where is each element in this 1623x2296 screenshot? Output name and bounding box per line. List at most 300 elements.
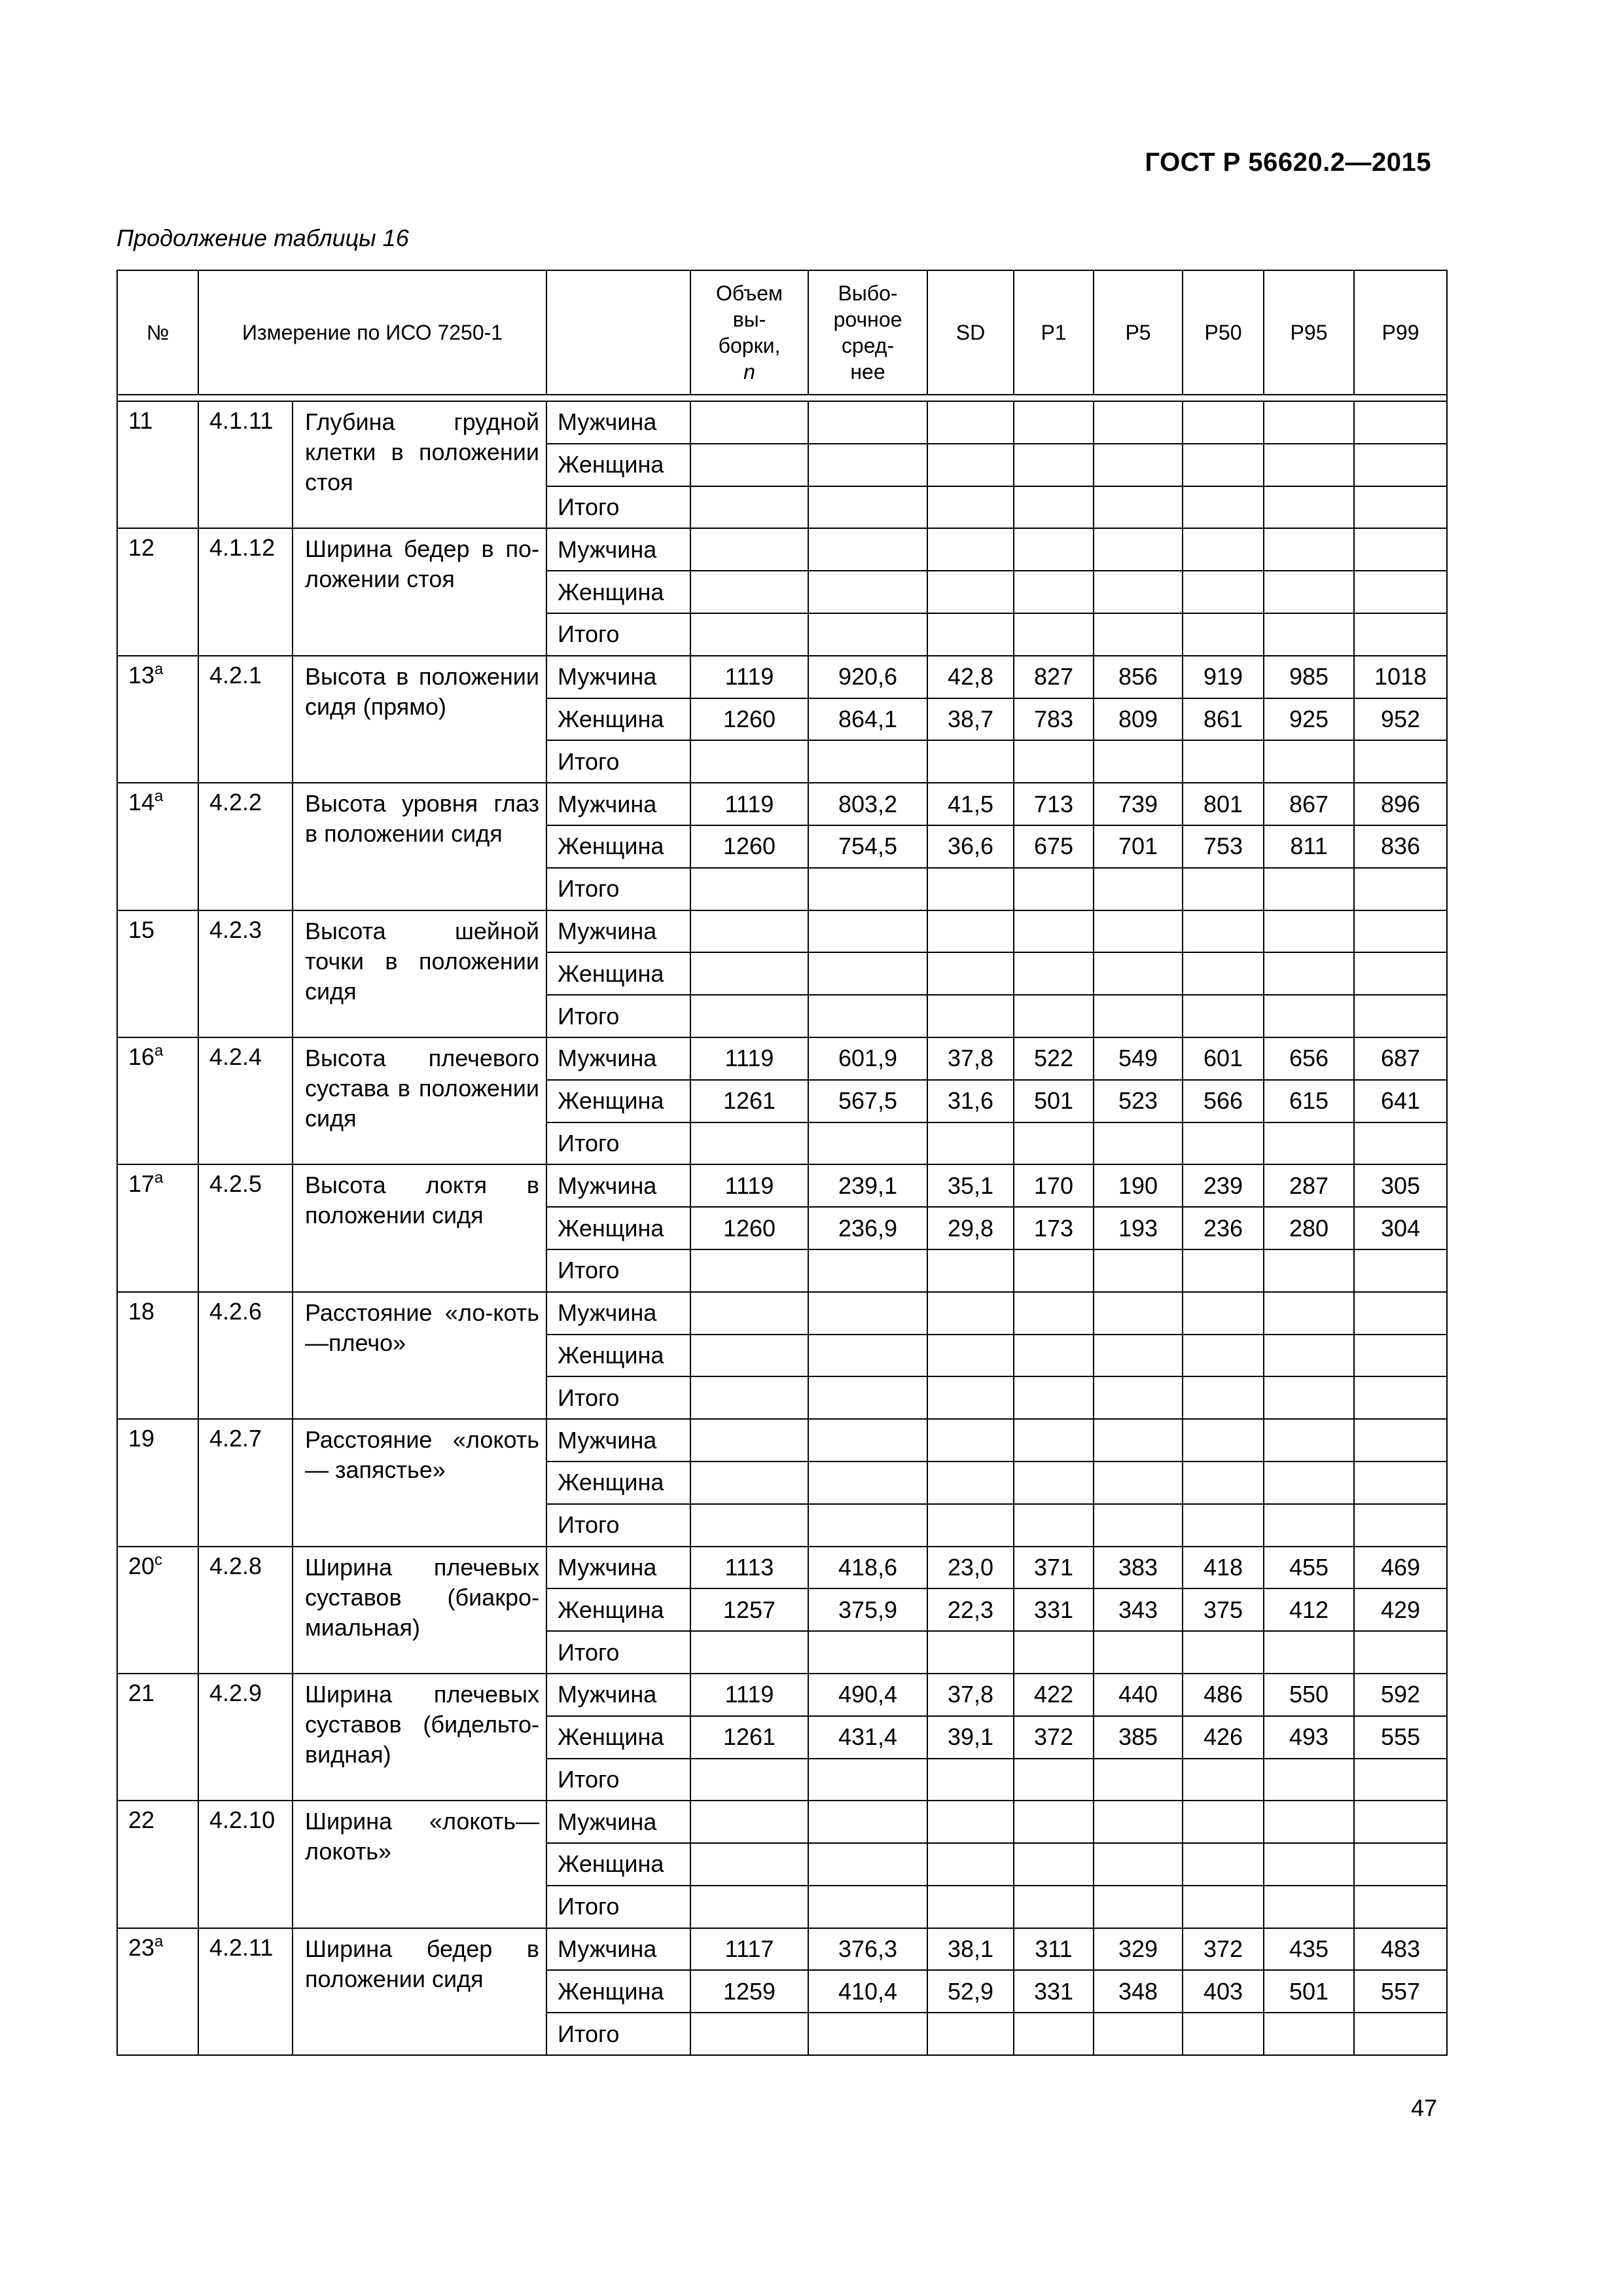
mean-header-l2: рочное xyxy=(833,308,902,331)
group-label: Мужчина xyxy=(546,656,690,698)
value-cell xyxy=(690,401,808,444)
value-cell xyxy=(1354,1249,1447,1292)
value-cell: 311 xyxy=(1014,1928,1094,1971)
mean-header-l3: сред- xyxy=(841,334,895,357)
value-cell: 305 xyxy=(1354,1164,1447,1207)
value-cell xyxy=(1014,1631,1094,1674)
value-cell: 36,6 xyxy=(927,825,1014,868)
row-number xyxy=(117,1674,198,1801)
value-cell: 1018 xyxy=(1354,656,1447,698)
value-cell xyxy=(1014,571,1094,613)
value-cell: 1119 xyxy=(690,1164,808,1207)
value-cell xyxy=(808,2013,927,2055)
iso-code: 4.2.3 xyxy=(198,910,293,1037)
value-cell xyxy=(1183,1631,1264,1674)
value-cell xyxy=(690,444,808,486)
value-cell xyxy=(690,952,808,995)
value-cell: 550 xyxy=(1264,1674,1354,1716)
value-cell xyxy=(1264,486,1354,529)
value-cell xyxy=(1183,1292,1264,1335)
value-cell xyxy=(1264,1419,1354,1462)
value-cell xyxy=(690,613,808,656)
row-number-text: 20 xyxy=(128,1552,155,1579)
value-cell xyxy=(927,444,1014,486)
footnote-mark: a xyxy=(154,787,164,806)
value-cell: 410,4 xyxy=(808,1970,927,2013)
value-cell xyxy=(1183,868,1264,910)
value-cell: 1260 xyxy=(690,825,808,868)
value-cell: 1259 xyxy=(690,1970,808,2013)
value-cell xyxy=(1264,613,1354,656)
value-cell: 42,8 xyxy=(927,656,1014,698)
col-p99-header: P99 xyxy=(1354,270,1447,395)
value-cell xyxy=(1014,1249,1094,1292)
value-cell xyxy=(927,952,1014,995)
value-cell xyxy=(927,1122,1014,1165)
value-cell xyxy=(1183,1376,1264,1419)
value-cell: 280 xyxy=(1264,1207,1354,1249)
group-label: Мужчина xyxy=(546,1419,690,1462)
value-cell: 371 xyxy=(1014,1547,1094,1589)
mean-header-l4: нее xyxy=(850,360,885,384)
measurement-name: Высота локтя в положении сидя xyxy=(293,1164,546,1291)
value-cell xyxy=(1094,613,1183,656)
value-cell: 493 xyxy=(1264,1716,1354,1759)
value-cell: 372 xyxy=(1183,1928,1264,1971)
group-label: Мужчина xyxy=(546,1928,690,1971)
col-p50-header: P50 xyxy=(1183,270,1264,395)
iso-code: 4.2.10 xyxy=(198,1801,293,1928)
value-cell: 403 xyxy=(1183,1970,1264,2013)
page-number: 47 xyxy=(1410,2094,1437,2121)
value-cell xyxy=(927,1843,1014,1886)
value-cell: 1261 xyxy=(690,1716,808,1759)
value-cell: 29,8 xyxy=(927,1207,1014,1249)
value-cell: 567,5 xyxy=(808,1080,927,1122)
value-cell xyxy=(927,528,1014,571)
value-cell xyxy=(1014,528,1094,571)
value-cell xyxy=(1094,1504,1183,1547)
value-cell: 713 xyxy=(1014,783,1094,825)
col-p95-header: P95 xyxy=(1264,270,1354,395)
row-number-text: 16 xyxy=(128,1043,155,1070)
value-cell xyxy=(1264,444,1354,486)
value-cell xyxy=(1354,952,1447,995)
value-cell: 23,0 xyxy=(927,1547,1014,1589)
value-cell xyxy=(927,1335,1014,1377)
row-number xyxy=(117,783,198,910)
group-label: Женщина xyxy=(546,1207,690,1249)
value-cell xyxy=(1354,1843,1447,1886)
value-cell: 1261 xyxy=(690,1080,808,1122)
group-label: Мужчина xyxy=(546,783,690,825)
value-cell: 375,9 xyxy=(808,1588,927,1631)
group-label: Итого xyxy=(546,740,690,783)
value-cell: 783 xyxy=(1014,698,1094,741)
value-cell: 304 xyxy=(1354,1207,1447,1249)
value-cell: 985 xyxy=(1264,656,1354,698)
group-label: Итого xyxy=(546,613,690,656)
iso-code: 4.2.1 xyxy=(198,656,293,783)
value-cell: 193 xyxy=(1094,1207,1183,1249)
value-cell xyxy=(1014,1335,1094,1377)
value-cell xyxy=(1094,2013,1183,2055)
value-cell xyxy=(808,1886,927,1928)
value-cell: 22,3 xyxy=(927,1588,1014,1631)
iso-code: 4.2.11 xyxy=(198,1928,293,2055)
value-cell: 555 xyxy=(1354,1716,1447,1759)
value-cell: 173 xyxy=(1014,1207,1094,1249)
measurement-name: Ширина бедер в по-ложении стоя xyxy=(293,528,546,655)
value-cell xyxy=(1264,952,1354,995)
value-cell xyxy=(808,1759,927,1801)
row-number-text: 14 xyxy=(128,789,155,816)
row-number xyxy=(117,401,198,528)
value-cell: 1257 xyxy=(690,1588,808,1631)
value-cell: 455 xyxy=(1264,1547,1354,1589)
group-label: Итого xyxy=(546,1631,690,1674)
group-label: Женщина xyxy=(546,444,690,486)
iso-code: 4.2.8 xyxy=(198,1547,293,1674)
row-number-text: 19 xyxy=(128,1425,155,1452)
row-number xyxy=(117,1928,198,2055)
group-label: Итого xyxy=(546,1886,690,1928)
group-label: Мужчина xyxy=(546,528,690,571)
value-cell: 37,8 xyxy=(927,1674,1014,1716)
value-cell: 925 xyxy=(1264,698,1354,741)
iso-code: 4.2.4 xyxy=(198,1037,293,1164)
value-cell xyxy=(690,528,808,571)
value-cell xyxy=(1014,1419,1094,1462)
value-cell xyxy=(690,740,808,783)
value-cell xyxy=(808,528,927,571)
row-number xyxy=(117,910,198,1037)
value-cell: 39,1 xyxy=(927,1716,1014,1759)
value-cell: 803,2 xyxy=(808,783,927,825)
value-cell xyxy=(808,740,927,783)
value-cell: 687 xyxy=(1354,1037,1447,1080)
value-cell: 864,1 xyxy=(808,698,927,741)
value-cell xyxy=(1014,910,1094,953)
iso-code: 4.2.7 xyxy=(198,1419,293,1546)
value-cell: 592 xyxy=(1354,1674,1447,1716)
value-cell: 522 xyxy=(1014,1037,1094,1080)
group-label: Итого xyxy=(546,2013,690,2055)
value-cell xyxy=(1183,740,1264,783)
table-row xyxy=(117,783,1447,825)
value-cell xyxy=(1094,444,1183,486)
group-label: Женщина xyxy=(546,1716,690,1759)
value-cell xyxy=(1183,1122,1264,1165)
value-cell xyxy=(1094,1886,1183,1928)
row-number-text: 11 xyxy=(128,407,153,434)
value-cell xyxy=(690,486,808,529)
value-cell xyxy=(690,1801,808,1843)
value-cell xyxy=(1264,1843,1354,1886)
value-cell xyxy=(1183,486,1264,529)
value-cell: 861 xyxy=(1183,698,1264,741)
value-cell xyxy=(1094,571,1183,613)
value-cell xyxy=(1094,528,1183,571)
group-label: Женщина xyxy=(546,1462,690,1504)
value-cell xyxy=(1094,910,1183,953)
value-cell xyxy=(1183,1801,1264,1843)
group-label: Мужчина xyxy=(546,1674,690,1716)
value-cell xyxy=(690,1376,808,1419)
value-cell xyxy=(1183,1759,1264,1801)
value-cell xyxy=(1264,1759,1354,1801)
value-cell xyxy=(1183,613,1264,656)
value-cell xyxy=(1354,1419,1447,1462)
value-cell xyxy=(1183,1843,1264,1886)
value-cell xyxy=(927,486,1014,529)
value-cell xyxy=(1264,1631,1354,1674)
table-row xyxy=(117,1928,1447,1971)
value-cell xyxy=(1014,995,1094,1037)
group-label: Женщина xyxy=(546,1588,690,1631)
value-cell: 501 xyxy=(1014,1080,1094,1122)
value-cell xyxy=(1183,1335,1264,1377)
col-p5-header: P5 xyxy=(1094,270,1183,395)
value-cell: 656 xyxy=(1264,1037,1354,1080)
measurement-name: Глубина грудной клетки в положении стоя xyxy=(293,401,546,528)
value-cell xyxy=(808,571,927,613)
value-cell: 801 xyxy=(1183,783,1264,825)
value-cell xyxy=(1014,1801,1094,1843)
value-cell xyxy=(927,1504,1014,1547)
value-cell xyxy=(1014,740,1094,783)
col-sd-header: SD xyxy=(927,270,1014,395)
n-header-l1: Объем xyxy=(716,281,783,305)
value-cell xyxy=(1094,486,1183,529)
value-cell xyxy=(1354,1376,1447,1419)
value-cell: 739 xyxy=(1094,783,1183,825)
footnote-mark: a xyxy=(154,1169,164,1187)
value-cell: 383 xyxy=(1094,1547,1183,1589)
row-number-text: 12 xyxy=(128,534,155,562)
measurement-name: Ширина бедер в положении сидя xyxy=(293,1928,546,2055)
value-cell: 675 xyxy=(1014,825,1094,868)
value-cell xyxy=(927,1249,1014,1292)
footnote-mark: a xyxy=(154,660,164,678)
value-cell xyxy=(690,1292,808,1335)
value-cell xyxy=(808,995,927,1037)
value-cell: 31,6 xyxy=(927,1080,1014,1122)
value-cell xyxy=(927,1376,1014,1419)
value-cell xyxy=(927,1292,1014,1335)
row-number-text: 18 xyxy=(128,1297,155,1325)
footnote-mark: c xyxy=(154,1551,163,1569)
table-row xyxy=(117,1547,1447,1589)
value-cell: 236,9 xyxy=(808,1207,927,1249)
value-cell: 1119 xyxy=(690,1674,808,1716)
value-cell xyxy=(927,910,1014,953)
value-cell xyxy=(1014,1504,1094,1547)
row-number-text: 23 xyxy=(128,1933,155,1961)
value-cell: 1113 xyxy=(690,1547,808,1589)
value-cell xyxy=(1354,1335,1447,1377)
value-cell xyxy=(1354,2013,1447,2055)
iso-code: 4.2.2 xyxy=(198,783,293,910)
value-cell: 501 xyxy=(1264,1970,1354,2013)
value-cell xyxy=(1094,952,1183,995)
value-cell xyxy=(1183,910,1264,953)
value-cell xyxy=(1183,1249,1264,1292)
measurement-name: Высота в положении сидя (прямо) xyxy=(293,656,546,783)
table-caption: Продолжение таблицы 16 xyxy=(116,224,409,251)
value-cell xyxy=(1014,1292,1094,1335)
table-row xyxy=(117,656,1447,698)
value-cell xyxy=(1354,444,1447,486)
value-cell: 431,4 xyxy=(808,1716,927,1759)
value-cell: 811 xyxy=(1264,825,1354,868)
value-cell: 331 xyxy=(1014,1588,1094,1631)
value-cell: 523 xyxy=(1094,1080,1183,1122)
value-cell xyxy=(1094,1843,1183,1886)
value-cell: 385 xyxy=(1094,1716,1183,1759)
table-row xyxy=(117,1164,1447,1207)
value-cell: 753 xyxy=(1183,825,1264,868)
value-cell xyxy=(1264,1376,1354,1419)
value-cell: 412 xyxy=(1264,1588,1354,1631)
value-cell: 836 xyxy=(1354,825,1447,868)
measurement-name: Высота уровня глаз в положении сидя xyxy=(293,783,546,910)
iso-code: 4.1.12 xyxy=(198,528,293,655)
footnote-mark: a xyxy=(154,1932,164,1950)
row-number xyxy=(117,1419,198,1546)
table-row xyxy=(117,1419,1447,1462)
value-cell xyxy=(1354,1886,1447,1928)
value-cell: 1119 xyxy=(690,656,808,698)
table-row xyxy=(117,528,1447,571)
value-cell xyxy=(1264,571,1354,613)
group-label: Итого xyxy=(546,868,690,910)
value-cell xyxy=(1354,995,1447,1037)
value-cell xyxy=(1183,995,1264,1037)
value-cell: 1117 xyxy=(690,1928,808,1971)
value-cell xyxy=(1354,613,1447,656)
value-cell xyxy=(1094,1419,1183,1462)
value-cell xyxy=(1014,1886,1094,1928)
value-cell xyxy=(1014,401,1094,444)
value-cell: 190 xyxy=(1094,1164,1183,1207)
value-cell xyxy=(808,1419,927,1462)
data-table xyxy=(116,270,1448,2056)
value-cell: 375 xyxy=(1183,1588,1264,1631)
value-cell: 38,1 xyxy=(927,1928,1014,1971)
row-number-text: 21 xyxy=(128,1679,155,1706)
value-cell xyxy=(808,401,927,444)
value-cell: 236 xyxy=(1183,1207,1264,1249)
value-cell xyxy=(1014,952,1094,995)
value-cell: 919 xyxy=(1183,656,1264,698)
value-cell xyxy=(1354,1292,1447,1335)
value-cell xyxy=(1094,1122,1183,1165)
row-number xyxy=(117,1164,198,1291)
row-number xyxy=(117,1547,198,1674)
value-cell xyxy=(1354,1801,1447,1843)
value-cell: 469 xyxy=(1354,1547,1447,1589)
value-cell xyxy=(927,2013,1014,2055)
value-cell xyxy=(1094,1631,1183,1674)
value-cell xyxy=(808,1122,927,1165)
measurement-name: Высота плечевого сустава в положении сидя xyxy=(293,1037,546,1164)
value-cell xyxy=(1094,995,1183,1037)
group-label: Женщина xyxy=(546,1843,690,1886)
value-cell: 239,1 xyxy=(808,1164,927,1207)
group-label: Мужчина xyxy=(546,1292,690,1335)
iso-code: 4.1.11 xyxy=(198,401,293,528)
col-sex-header xyxy=(546,270,690,395)
value-cell: 549 xyxy=(1094,1037,1183,1080)
iso-code: 4.2.5 xyxy=(198,1164,293,1291)
value-cell: 566 xyxy=(1183,1080,1264,1122)
value-cell xyxy=(1094,401,1183,444)
value-cell: 1260 xyxy=(690,1207,808,1249)
value-cell xyxy=(808,1249,927,1292)
value-cell: 376,3 xyxy=(808,1928,927,1971)
value-cell: 38,7 xyxy=(927,698,1014,741)
value-cell xyxy=(808,868,927,910)
value-cell xyxy=(1264,1249,1354,1292)
value-cell xyxy=(1014,1759,1094,1801)
group-label: Женщина xyxy=(546,571,690,613)
value-cell xyxy=(1354,1759,1447,1801)
value-cell: 440 xyxy=(1094,1674,1183,1716)
value-cell xyxy=(1354,401,1447,444)
value-cell xyxy=(690,1843,808,1886)
value-cell xyxy=(1264,868,1354,910)
row-number-text: 17 xyxy=(128,1170,155,1198)
iso-code: 4.2.6 xyxy=(198,1292,293,1419)
value-cell: 422 xyxy=(1014,1674,1094,1716)
value-cell: 641 xyxy=(1354,1080,1447,1122)
value-cell xyxy=(808,910,927,953)
value-cell: 754,5 xyxy=(808,825,927,868)
value-cell xyxy=(1354,1631,1447,1674)
measurement-name: Высота шейной точки в положении сидя xyxy=(293,910,546,1037)
measurement-name: Ширина плечевых суставов (биакро-миальная) xyxy=(293,1547,546,1674)
value-cell xyxy=(1014,1376,1094,1419)
group-label: Итого xyxy=(546,1249,690,1292)
value-cell xyxy=(1014,1462,1094,1504)
value-cell xyxy=(690,1886,808,1928)
table-row xyxy=(117,401,1447,444)
value-cell xyxy=(1354,528,1447,571)
value-cell xyxy=(1014,1843,1094,1886)
value-cell xyxy=(808,1631,927,1674)
value-cell xyxy=(1014,613,1094,656)
value-cell: 867 xyxy=(1264,783,1354,825)
value-cell xyxy=(1264,1462,1354,1504)
value-cell xyxy=(808,1843,927,1886)
value-cell xyxy=(1094,1292,1183,1335)
group-label: Итого xyxy=(546,1504,690,1547)
value-cell xyxy=(1183,528,1264,571)
group-label: Мужчина xyxy=(546,1547,690,1589)
col-n-header xyxy=(690,270,808,395)
table-row xyxy=(117,910,1447,953)
value-cell xyxy=(927,1462,1014,1504)
group-label: Мужчина xyxy=(546,401,690,444)
value-cell xyxy=(1354,868,1447,910)
value-cell xyxy=(1264,528,1354,571)
iso-code: 4.2.9 xyxy=(198,1674,293,1801)
group-label: Женщина xyxy=(546,698,690,741)
value-cell: 418 xyxy=(1183,1547,1264,1589)
value-cell xyxy=(690,910,808,953)
value-cell xyxy=(927,1801,1014,1843)
